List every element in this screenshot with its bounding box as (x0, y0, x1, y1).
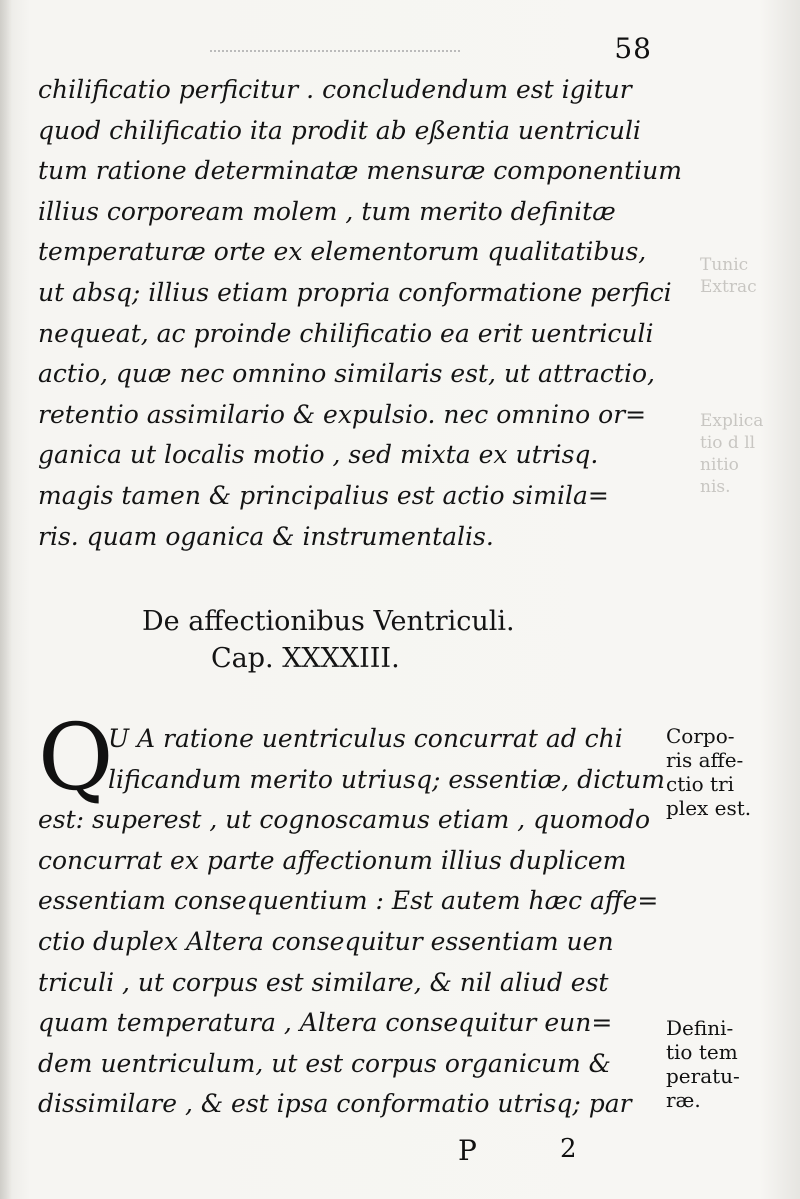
text-line: ganica ut localis motio , sed mixta ex utrisq. (38, 440, 599, 470)
text-line: chilificatio perficitur . concludendum est igitur (38, 75, 632, 104)
bleed-through-note: Tunic Extrac (700, 255, 757, 297)
text-line: actio, quæ nec omnino similaris est, ut attractio, (38, 359, 655, 389)
text-line: quam temperatura , Altera consequitur eun= (38, 1008, 613, 1038)
header-rule (210, 50, 460, 52)
text-line: temperaturæ orte ex elementorum qualitatibus, (38, 237, 647, 267)
drop-cap-letter: Q (38, 704, 114, 811)
page-gutter-shadow (0, 0, 12, 1199)
text-line: concurrat ex parte affectionum illius duplicem (38, 845, 627, 875)
text-line: dissimilare , & est ipsa conformatio utrisq; par (38, 1089, 632, 1119)
chapter-number: Cap. XXXXIII. (211, 643, 400, 674)
margin-note-affection: Corpo- ris affe- ctio tri plex est. (666, 724, 752, 820)
margin-note-temperature: Defini- tio tem peratu- ræ. (666, 1016, 740, 1112)
text-line: U A ratione uentriculus concurrat ad chi (108, 724, 623, 753)
text-line: ut absq; illius etiam propria conformatione perfici (38, 277, 672, 307)
text-line: quod chilificatio ita prodit ab eßentia uentriculi (38, 115, 641, 145)
text-line: retentio assimilario & expulsio. nec omnino or= (38, 399, 647, 429)
paragraph-1 (38, 70, 682, 557)
bleed-through-note: Explica tio d ll nitio nis. (700, 411, 764, 497)
text-line: ris. quam oganica & instrumentalis. (38, 521, 494, 551)
text-line: est: superest , ut cognoscamus etiam , quomodo (38, 805, 651, 835)
text-line: essentiam consequentium : Est autem hæc affe= (38, 886, 659, 916)
text-line: lificandum merito utriusq; essentiæ, dictum (108, 764, 665, 794)
text-line: triculi , ut corpus est similare, & nil aliud est (38, 967, 609, 997)
text-line: tum ratione determinatæ mensuræ componentium (38, 156, 682, 186)
page-number: 58 (614, 32, 652, 65)
chapter-title: De affectionibus Ventriculi. (142, 606, 515, 637)
text-line: ctio duplex Altera consequitur essentiam uen (38, 926, 614, 956)
text-line: nequeat, ac proinde chilificatio ea erit uentriculi (38, 318, 654, 348)
signature-mark: P (458, 1134, 478, 1167)
text-line: illius corpoream molem , tum merito definitæ (38, 196, 616, 226)
text-line: dem uentriculum, ut est corpus organicum & (38, 1048, 611, 1078)
text-line: magis tamen & principalius est actio simila= (38, 480, 609, 510)
signature-number: 2 (560, 1134, 577, 1164)
paragraph-2 (38, 719, 668, 1125)
